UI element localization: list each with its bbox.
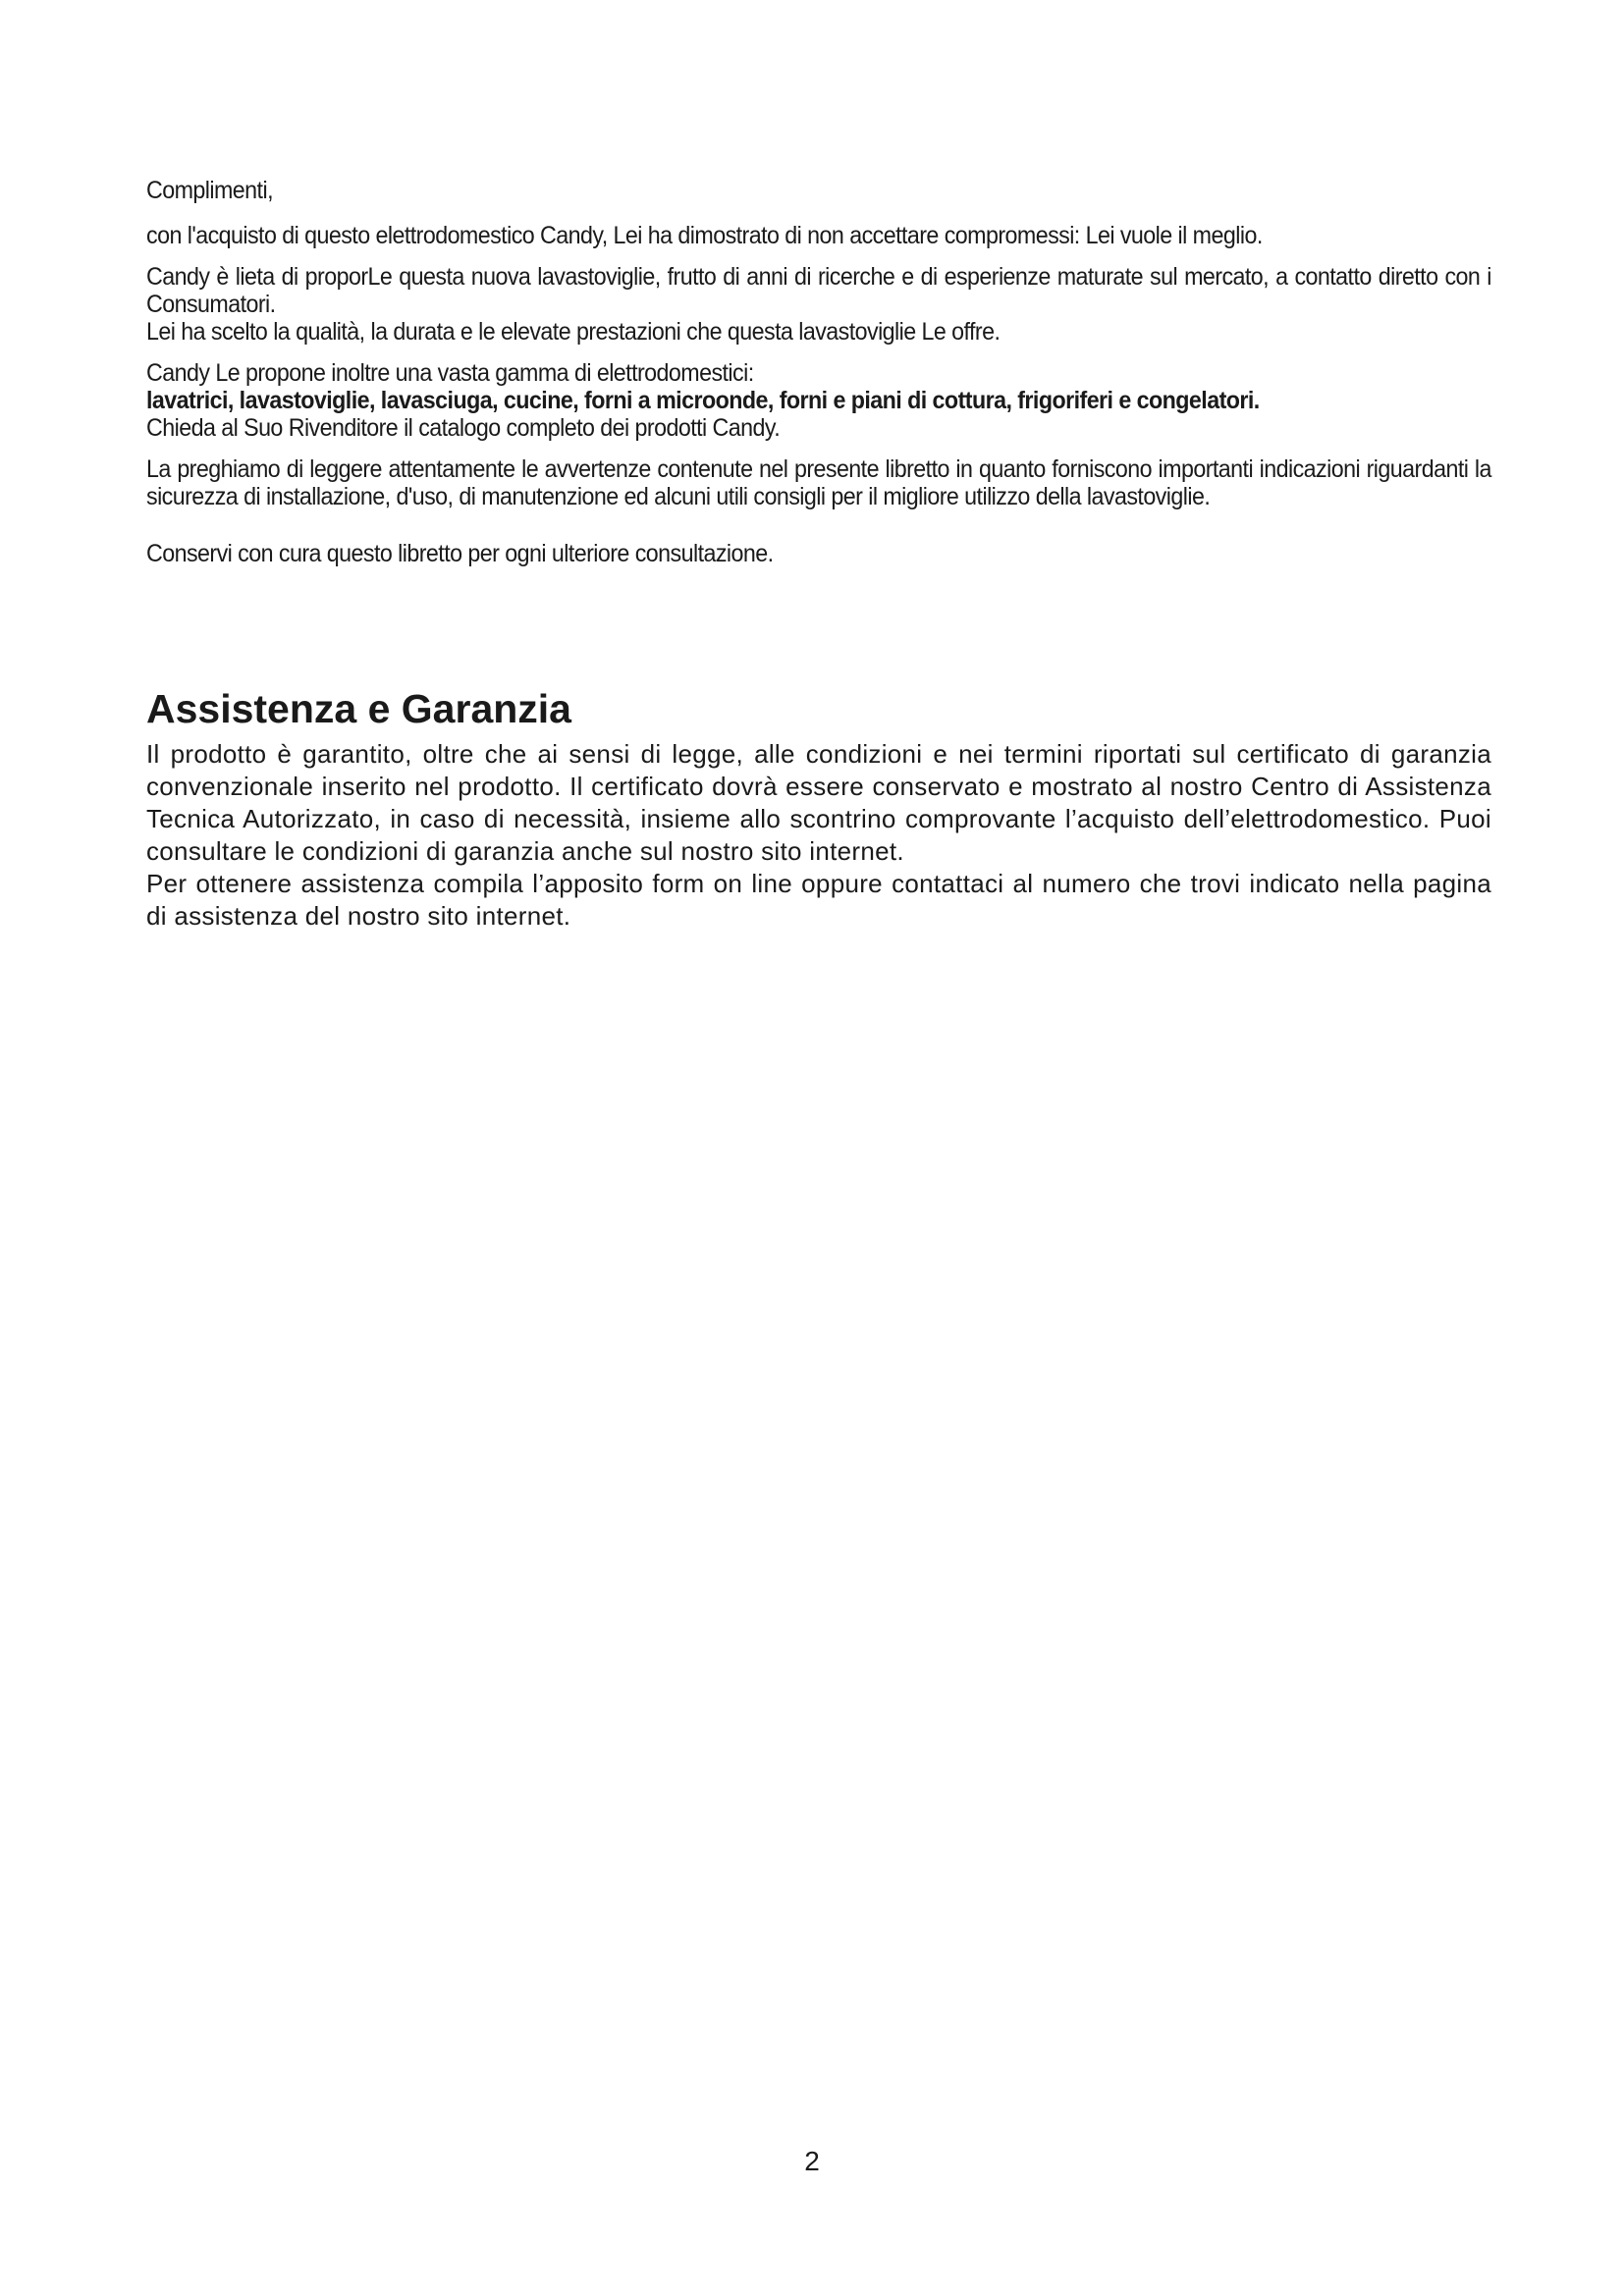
read-request-paragraph: La preghiamo di leggere attentamente le avvertenze contenute nel presente libretto in quanto forniscono importanti indicazioni riguardanti la sicurezza di installazione, d'uso, di manutenzione ed alcuni utili consigli per il migliore utilizzo della lavastoviglie. <box>146 455 1491 510</box>
catalog-text: Chieda al Suo Rivenditore il catalogo completo dei prodotti Candy. <box>146 414 781 442</box>
greeting: Complimenti, <box>146 177 273 204</box>
purchase-paragraph: con l'acquisto di questo elettrodomestico Candy, Lei ha dimostrato di non accettare compromessi: Lei vuole il meglio. <box>146 222 1263 249</box>
intro-text-block <box>146 177 1491 581</box>
warranty-title: Assistenza e Garanzia <box>146 686 571 731</box>
warranty-section <box>146 685 1491 933</box>
warranty-paragraph-1: Il prodotto è garantito, oltre che ai sensi di legge, alle condizioni e nei termini riportati sul certificato di garanzia convenzionale inserito nel prodotto. Il certificato dovrà essere conservato e mostrato al nostro Centro di Assistenza Tecnica Autorizzato, in caso di necessità, insieme allo scontrino comprovante l’acquisto dell’elettrodomestico. Puoi consultare le condizioni di garanzia anche sul nostro sito internet. <box>146 739 1491 866</box>
proposal-paragraph <box>146 263 1491 346</box>
range-intro-text: Candy Le propone inoltre una vasta gamma di elettrodomestici: <box>146 359 754 387</box>
range-products-text: lavatrici, lavastoviglie, lavasciuga, cucine, forni a microonde, forni e piani di cottura, frigoriferi e congelatori. <box>146 387 1260 414</box>
range-paragraph <box>146 359 1491 442</box>
proposal-text: Candy è lieta di proporLe questa nuova lavastoviglie, frutto di anni di ricerche e di esperienze maturate sul mercato, a contatto diretto con i Consumatori. <box>146 263 1491 318</box>
quality-text: Lei ha scelto la qualità, la durata e le elevate prestazioni che questa lavastoviglie Le offre. <box>146 318 1001 346</box>
page-number: 2 <box>804 2146 820 2176</box>
keep-booklet-paragraph: Conservi con cura questo libretto per ogni ulteriore consultazione. <box>146 540 774 567</box>
warranty-paragraph-2: Per ottenere assistenza compila l’apposito form on line oppure contattaci al numero che trovi indicato nella pagina di assistenza del nostro sito internet. <box>146 869 1491 931</box>
